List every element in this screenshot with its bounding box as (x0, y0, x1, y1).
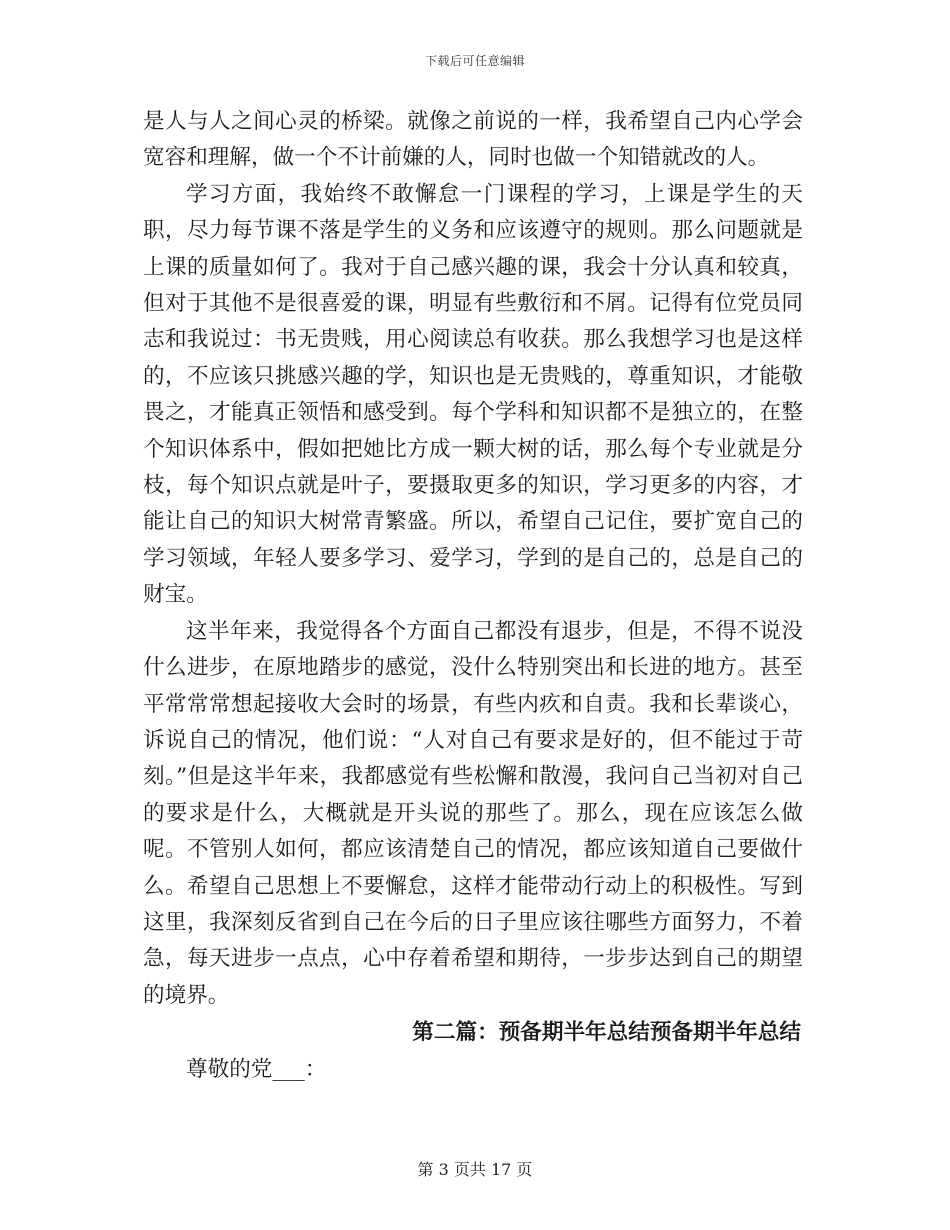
page-header: 下载后可任意编辑 (424, 54, 525, 68)
document-body (143, 104, 803, 1088)
salutation: 尊敬的党___： (186, 1056, 327, 1082)
paragraph-continuation: 是人与人之间心灵的桥梁。就像之前说的一样，我希望自己内心学会宽容和理解，做一个不计前嫌的人，同时也做一个知错就改的人。 (143, 109, 803, 171)
page-footer: 第 3 页共 17 页 (417, 1160, 533, 1179)
paragraph-half-year-reflection: 这半年来，我觉得各个方面自己都没有退步，但是，不得不说没什么进步，在原地踏步的感觉，没什么特别突出和长进的地方。甚至平常常常想起接收大会时的场景，有些内疚和自责。我和长辈谈心，诉说自己的情况，他们说：“人对自己有要求是好的，但不能过于苛刻。”但是这半年来，我都感觉有些松懈和散漫，我问自己当初对自己的要求是什么，大概就是开头说的那些了。那么，现在应该怎么做呢。不管别人如何，都应该清楚自己的情况，都应该知道自己要做什么。希望自己思想上不要懈怠，这样才能带动行动上的积极性。写到这里，我深刻反省到自己在今后的日子里应该往哪些方面努力，不着急，每天进步一点点，心中存着希望和期待，一步步达到自己的期望的境界。 (143, 618, 803, 1008)
section-title: 第二篇：预备期半年总结预备期半年总结 (412, 1020, 801, 1046)
paragraph-study: 学习方面，我始终不敢懈怠一门课程的学习，上课是学生的天职，尽力每节课不落是学生的义务和应该遵守的规则。那么问题就是上课的质量如何了。我对于自己感兴趣的课，我会十分认真和较真，但对于其他不是很喜爱的课，明显有些敷衍和不屑。记得有位党员同志和我说过：书无贵贱，用心阅读总有收获。那么我想学习也是这样的，不应该只挑感兴趣的学，知识也是无贵贱的，尊重知识，才能敬畏之，才能真正领悟和感受到。每个学科和知识都不是独立的，在整个知识体系中，假如把她比方成一颗大树的话，那么每个专业就是分枝，每个知识点就是叶子，要摄取更多的知识，学习更多的内容，才能让自己的知识大树常青繁盛。所以，希望自己记住，要扩宽自己的学习领域，年轻人要多学习、爱学习，学到的是自己的，总是自己的财宝。 (143, 181, 803, 608)
